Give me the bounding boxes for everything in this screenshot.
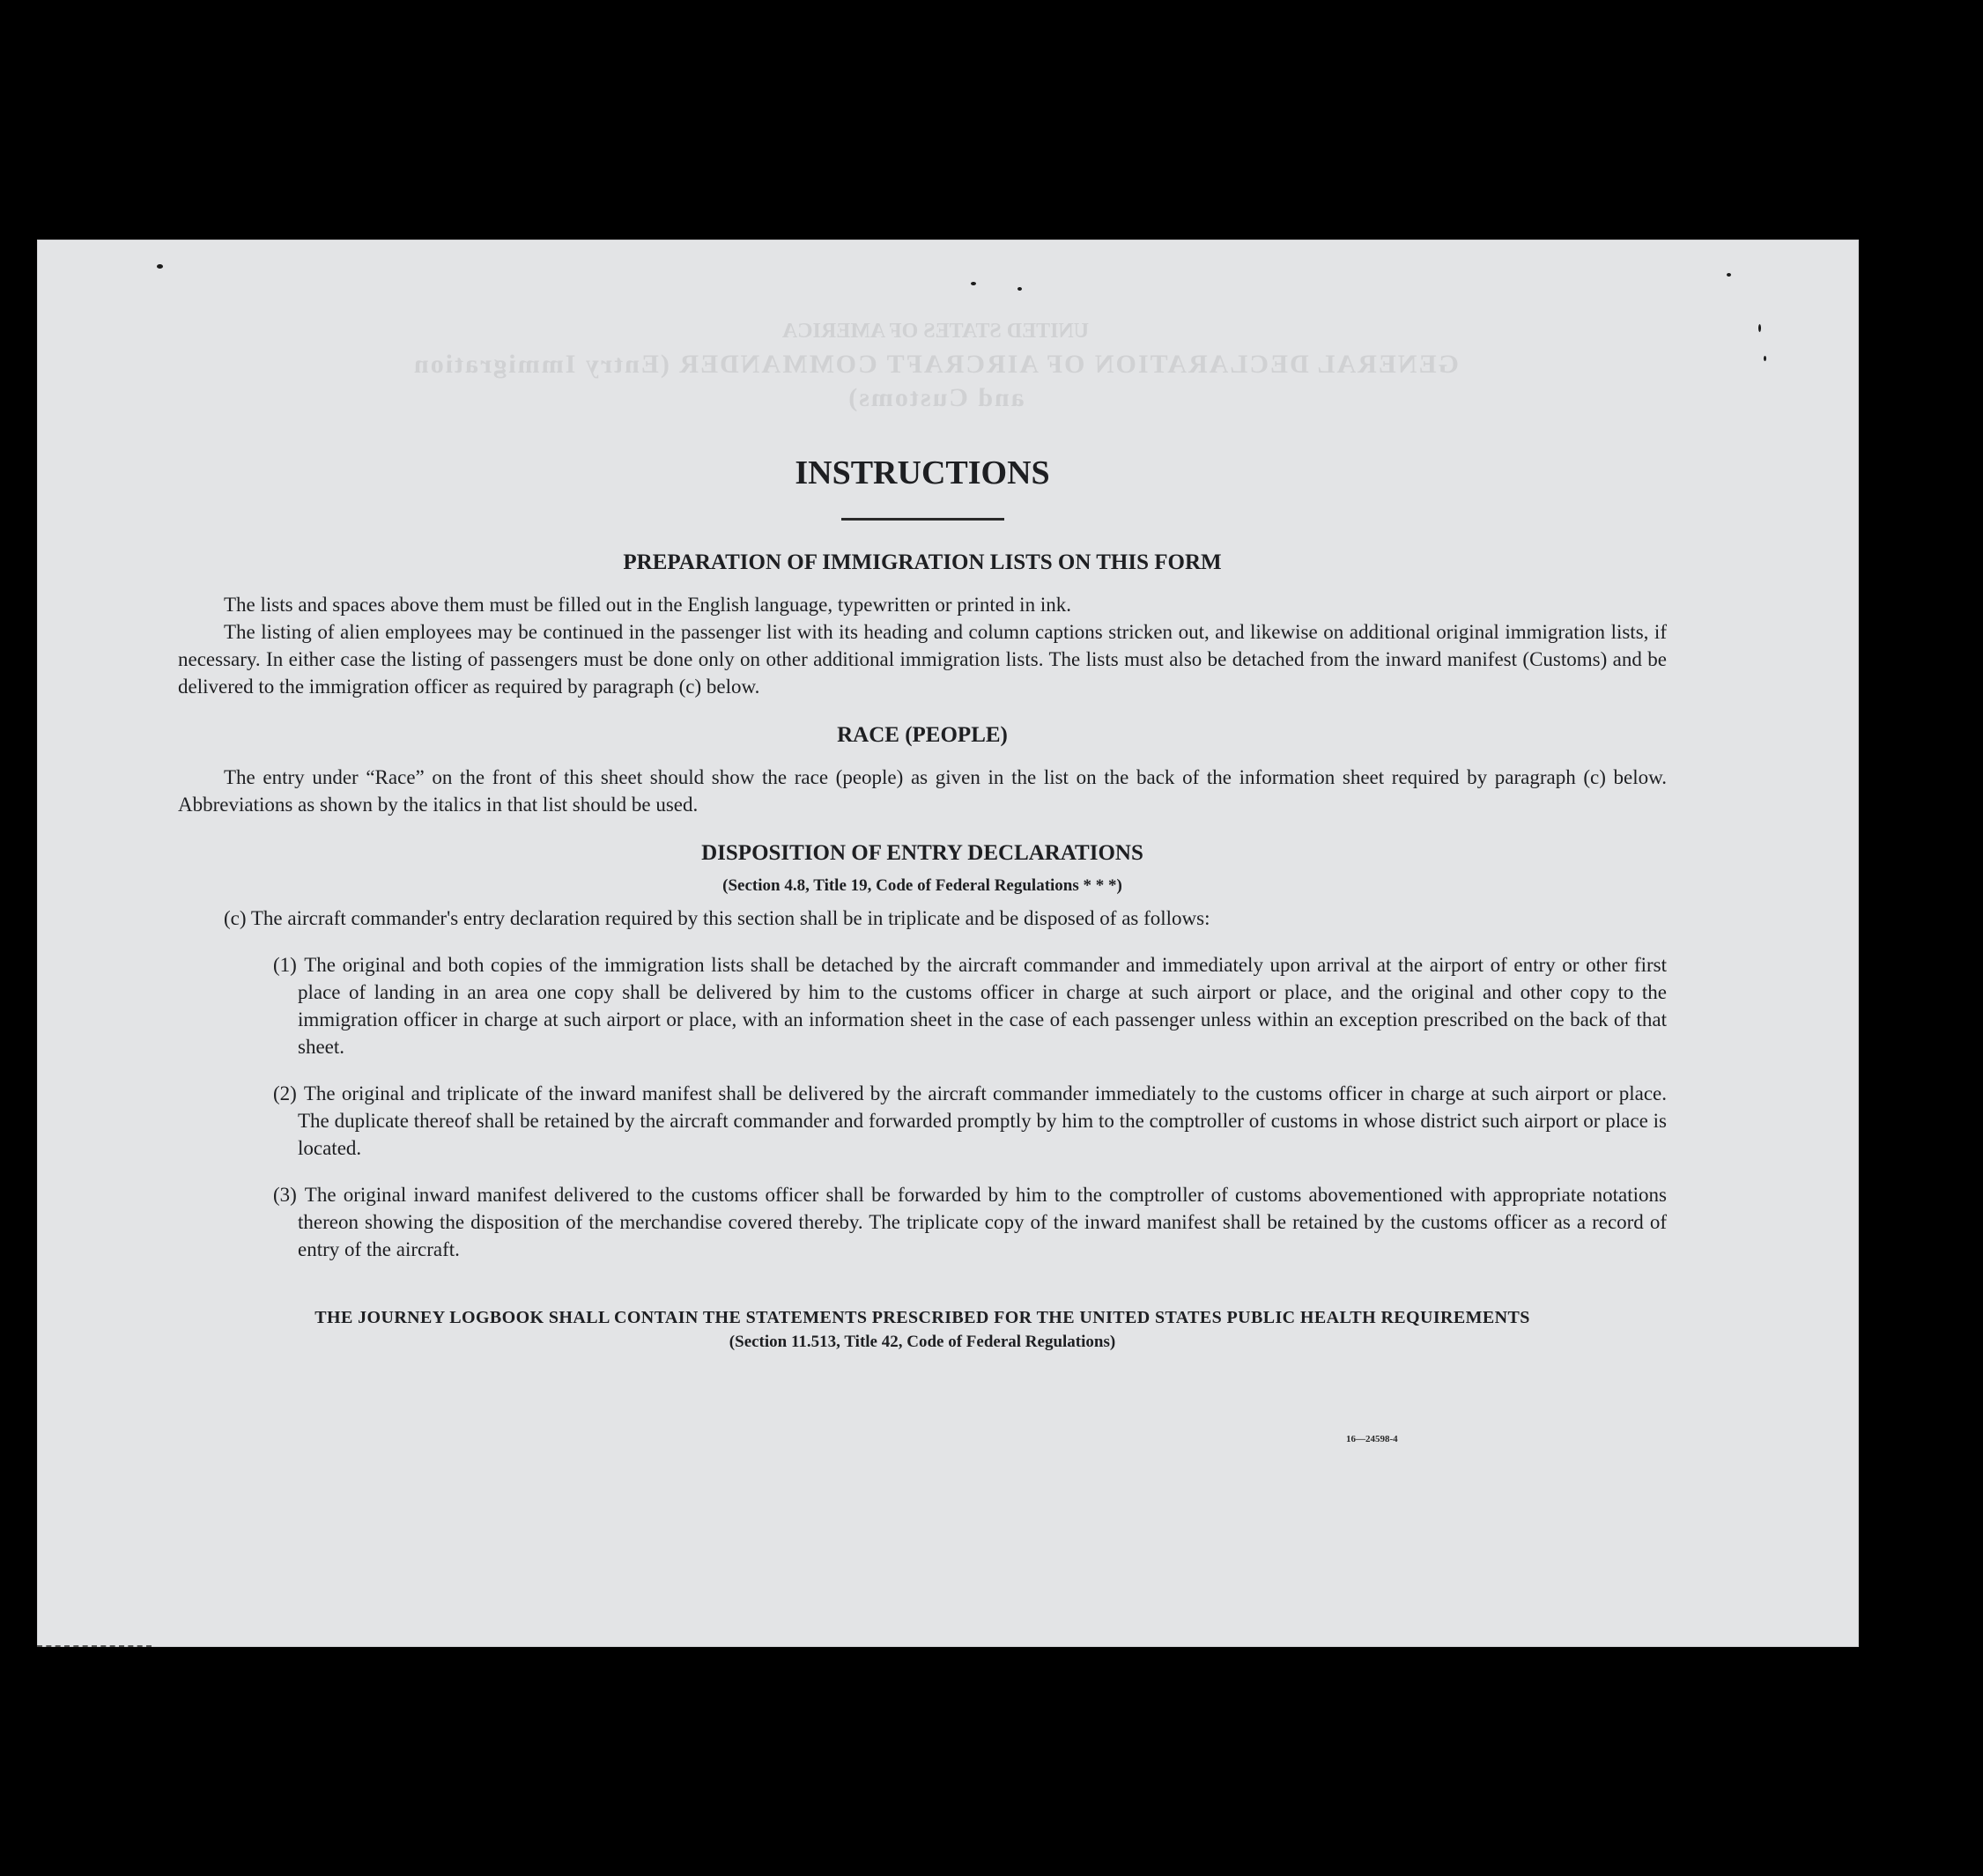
bleed-through-text	[407, 314, 1464, 415]
disposition-lead: (c) The aircraft commander's entry declaration required by this section shall be in triplicate and be disposed of as follows:	[224, 907, 1210, 929]
disposition-item-number: (1)	[273, 954, 297, 976]
race-paragraph: The entry under “Race” on the front of this sheet should show the race (people) as given in the list on the back of the information sheet required by paragraph (c) below. Abbreviations as shown by the italics in that list should be used.	[178, 766, 1667, 816]
dust-speck	[157, 264, 163, 269]
preparation-paragraph-2: The listing of alien employees may be continued in the passenger list with its heading and column captions stricken out, and likewise on additional original immigration lists, if necessary. In either case the listing of passengers must be done only on other additional immigration lists. The lists must also be detached from the inward manifest (Customs) and be delivered to the immigration officer as required by paragraph (c) below.	[178, 621, 1667, 698]
health-requirement-citation: (Section 11.513, Title 42, Code of Federal Regulations)	[729, 1333, 1116, 1351]
disposition-heading: DISPOSITION OF ENTRY DECLARATIONS	[701, 841, 1143, 865]
dust-speck	[1727, 273, 1731, 277]
disposition-item-3	[273, 1181, 1667, 1263]
instructions-body	[178, 451, 1667, 1355]
disposition-item-text: The original inward manifest delivered to the customs officer shall be forwarded by him to the comptroller of customs abovementioned with appropriate notations thereon showing the disposition of the merchandise covered thereby. The triplicate copy of the inward manifest shall be retained by the customs officer as a record of entry of the aircraft.	[298, 1184, 1667, 1260]
disposition-item-number: (2)	[273, 1082, 297, 1104]
race-heading: RACE (PEOPLE)	[837, 723, 1008, 747]
dust-speck	[1758, 324, 1761, 332]
disposition-item-1	[273, 951, 1667, 1060]
page-title: INSTRUCTIONS	[795, 454, 1050, 491]
perforation-edge	[37, 1645, 152, 1647]
disposition-item-text: The original and both copies of the immigration lists shall be detached by the aircraft commander and immediately upon arrival at the airport of entry or other first place of landing in an area one copy shall be delivered by him to the customs officer in charge at such airport or place, and the original and other copy to the immigration officer in charge at such airport or place, with an information sheet in the case of each passenger unless within an exception prescribed on the back of that sheet.	[298, 954, 1667, 1058]
form-number: 16—24598-4	[1346, 1434, 1398, 1444]
bleed-through-line-2: GENERAL DECLARATION OF AIRCRAFT COMMANDER (Entry Immigration and Customs)	[412, 350, 1459, 412]
bleed-through-line-1: UNITED STATES OF AMERICA	[781, 320, 1090, 343]
disposition-citation: (Section 4.8, Title 19, Code of Federal Regulations * * *)	[722, 876, 1122, 895]
title-underline	[841, 518, 1004, 521]
disposition-item-2	[273, 1080, 1667, 1162]
preparation-heading: PREPARATION OF IMMIGRATION LISTS ON THIS FORM	[623, 550, 1222, 574]
document-sheet	[37, 240, 1859, 1647]
disposition-item-number: (3)	[273, 1184, 297, 1206]
preparation-paragraph-1: The lists and spaces above them must be filled out in the English language, typewritten or printed in ink.	[224, 594, 1071, 616]
dust-speck	[971, 282, 976, 285]
disposition-item-text: The original and triplicate of the inward manifest shall be delivered by the aircraft commander immediately to the customs officer in charge at such airport or place. The duplicate thereof shall be retained by the aircraft commander and forwarded promptly by him to the comptroller of customs in whose district such airport or place is located.	[298, 1082, 1667, 1159]
dust-speck	[1017, 287, 1022, 291]
dust-speck	[1764, 356, 1766, 361]
health-requirement-statement: THE JOURNEY LOGBOOK SHALL CONTAIN THE STATEMENTS PRESCRIBED FOR THE UNITED STATES PUBLIC HEALTH REQUIREMENTS	[314, 1308, 1530, 1327]
